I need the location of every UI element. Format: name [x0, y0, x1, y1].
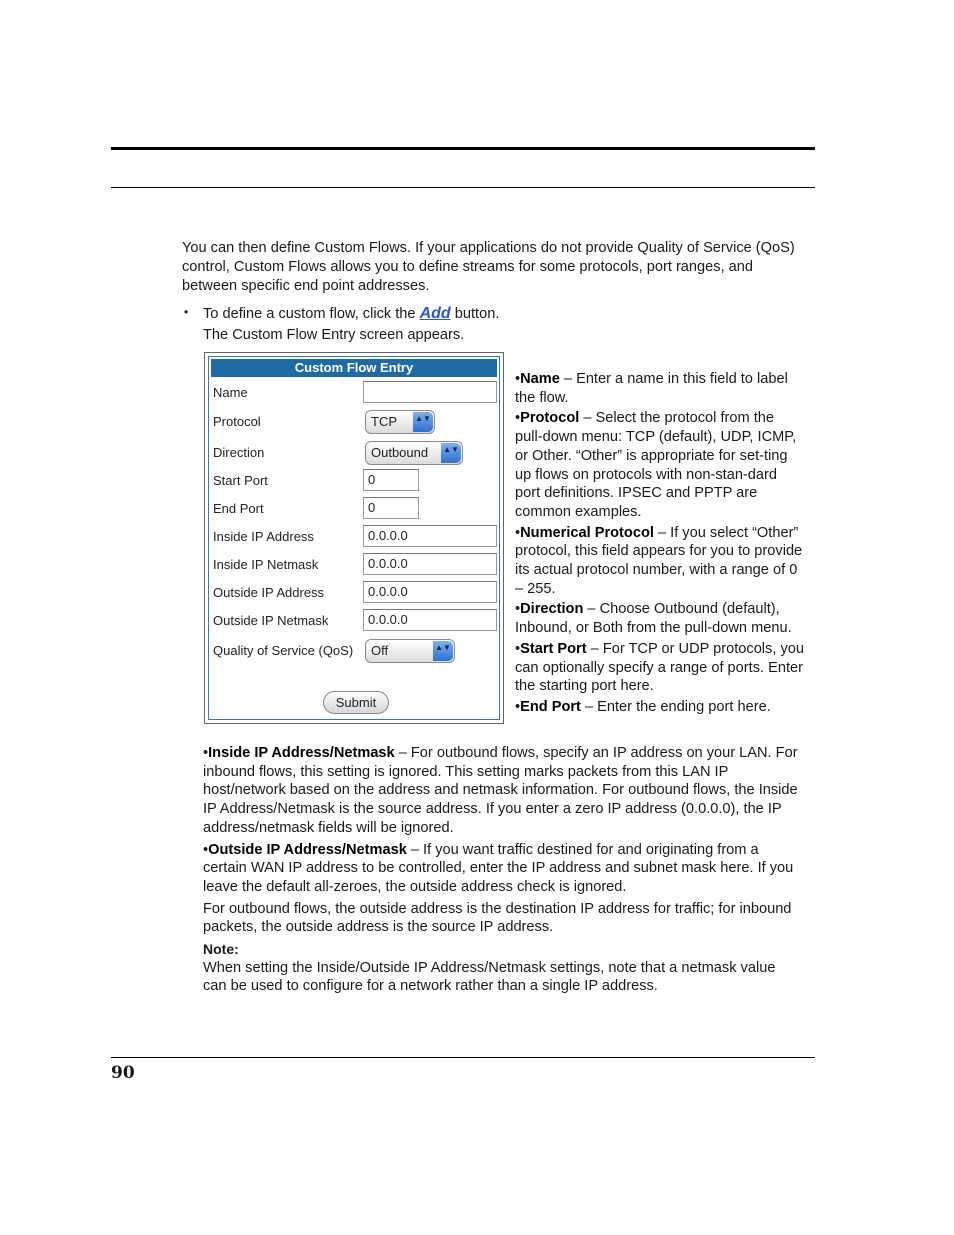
desc-name [515, 370, 805, 407]
desc-text: – Choose Outbound (default), Inbound, or Both from the pull-down menu. [515, 601, 792, 637]
name-label: Name [213, 385, 248, 400]
desc-end-port [515, 698, 805, 717]
qos-label: Quality of Service (QoS) [213, 643, 354, 658]
outbound-paragraph: For outbound flows, the outside address is the destination IP address for traffic; for inbound packets, the outside address is the source IP address. [203, 900, 792, 936]
protocol-value: TCP [371, 414, 397, 429]
outside-ip-input[interactable]: 0.0.0.0 [363, 581, 497, 603]
select-arrows-icon: ▲▼ [413, 412, 433, 432]
custom-flow-entry-form [204, 352, 504, 724]
inside-netmask-label: Inside IP Netmask [213, 557, 319, 572]
outside-netmask-input[interactable]: 0.0.0.0 [363, 609, 497, 631]
protocol-label: Protocol [213, 414, 261, 429]
row-start-port [209, 469, 499, 495]
desc-direction [515, 600, 805, 637]
row-end-port [209, 497, 499, 523]
header-rule-thick [111, 147, 815, 150]
bullet-mark: • [515, 640, 521, 657]
step-text-before: To define a custom flow, click the [203, 306, 420, 322]
address-descriptions [203, 744, 803, 999]
desc-protocol [515, 409, 805, 521]
row-protocol [209, 410, 499, 436]
direction-select[interactable] [365, 441, 463, 465]
form-title: Custom Flow Entry [211, 359, 497, 377]
desc-start-port [515, 640, 805, 696]
start-port-label: Start Port [213, 473, 268, 488]
bullet-mark: • [515, 601, 521, 618]
form-panel [208, 356, 500, 720]
end-port-label: End Port [213, 501, 264, 516]
select-arrows-icon: ▲▼ [441, 443, 461, 463]
desc-term: Start Port [520, 640, 587, 657]
step-text-after: button. [450, 306, 500, 322]
row-outside-ip [209, 581, 499, 607]
bullet-mark: • [515, 698, 521, 715]
desc-numerical-protocol [515, 524, 805, 599]
desc-text: – Enter a name in this field to label the flow. [515, 371, 788, 406]
inside-ip-label: Inside IP Address [213, 529, 314, 544]
desc-term: Outside IP Address/Netmask [208, 841, 407, 858]
bullet-mark: • [515, 410, 521, 427]
note-text: When setting the Inside/Outside IP Address/Netmask settings, note that a netmask value can be used to configure for a network rather than a single IP address. [203, 959, 776, 995]
desc-inside-ip [203, 744, 803, 838]
row-qos [209, 639, 499, 665]
desc-text: – Enter the ending port here. [580, 698, 771, 715]
field-descriptions [515, 370, 805, 719]
desc-text: – If you want traffic destined for and originating from a certain WAN IP address to be controlled, enter the IP address and subnet mask here. If you leave the default all-zeroes, the outside address check is ignored. [203, 841, 794, 895]
row-name [209, 381, 499, 407]
bullet-mark: • [184, 305, 189, 319]
add-button-link[interactable]: Add [419, 305, 451, 322]
footer-rule [111, 1057, 815, 1058]
submit-button[interactable]: Submit [323, 691, 389, 714]
outside-netmask-label: Outside IP Netmask [213, 613, 329, 628]
select-arrows-icon: ▲▼ [433, 641, 453, 661]
step-text [203, 304, 499, 324]
end-port-input[interactable]: 0 [363, 497, 419, 519]
inside-ip-input[interactable]: 0.0.0.0 [363, 525, 497, 547]
desc-term: Numerical Protocol [520, 524, 654, 541]
direction-label: Direction [213, 445, 265, 460]
direction-value: Outbound [371, 445, 429, 460]
protocol-select[interactable] [365, 410, 435, 434]
desc-term: Name [520, 371, 560, 387]
desc-outside-ip [203, 841, 803, 897]
desc-term: Inside IP Address/Netmask [208, 745, 395, 761]
step-result: The Custom Flow Entry screen appears. [203, 327, 465, 343]
note-label: Note: [203, 941, 239, 958]
row-direction [209, 441, 499, 467]
inside-netmask-input[interactable]: 0.0.0.0 [363, 553, 497, 575]
page-number: 90 [111, 1063, 135, 1083]
row-outside-netmask [209, 609, 499, 635]
row-inside-netmask [209, 553, 499, 579]
desc-term: Direction [520, 601, 584, 618]
desc-term: End Port [520, 698, 581, 715]
start-port-input[interactable]: 0 [363, 469, 419, 491]
desc-text: – If you select “Other” protocol, this field appears for you to provide its actual protocol number, with a range of 0 – 255. [515, 524, 803, 597]
desc-text: – Select the protocol from the pull-down menu: TCP (default), UDP, ICMP, or Other. “Other” is appropriate for set-ting up flows on protocols with non-stan-dard port definitions. IPSEC and PPTP are common examples. [515, 410, 797, 520]
bullet-mark: • [515, 524, 521, 541]
row-inside-ip [209, 525, 499, 551]
desc-text: – For outbound flows, specify an IP address on your LAN. For inbound flows, this setting is ignored. This setting marks packets from this LAN IP host/network based on the address and netmask information. For outbound flows, the Inside IP Address/Netmask is the source address. If you enter a zero IP address (0.0.0.0), the IP address/netmask fields will be ignored. [203, 745, 798, 836]
desc-text: – For TCP or UDP protocols, you can optionally specify a range of ports. Enter the starting port here. [515, 640, 804, 695]
header-rule-thin [111, 187, 815, 188]
qos-value: Off [371, 643, 389, 658]
name-input[interactable] [363, 381, 497, 403]
bullet-mark: • [203, 745, 209, 761]
bullet-mark: • [203, 841, 209, 858]
intro-paragraph: You can then define Custom Flows. If your applications do not provide Quality of Service (QoS) control, Custom Flows allows you to define streams for some protocols, port ranges, and between specific end point addresses. [182, 240, 795, 294]
qos-select[interactable] [365, 639, 455, 663]
bullet-mark: • [515, 371, 521, 387]
desc-term: Protocol [520, 410, 580, 427]
outside-ip-label: Outside IP Address [213, 585, 325, 600]
